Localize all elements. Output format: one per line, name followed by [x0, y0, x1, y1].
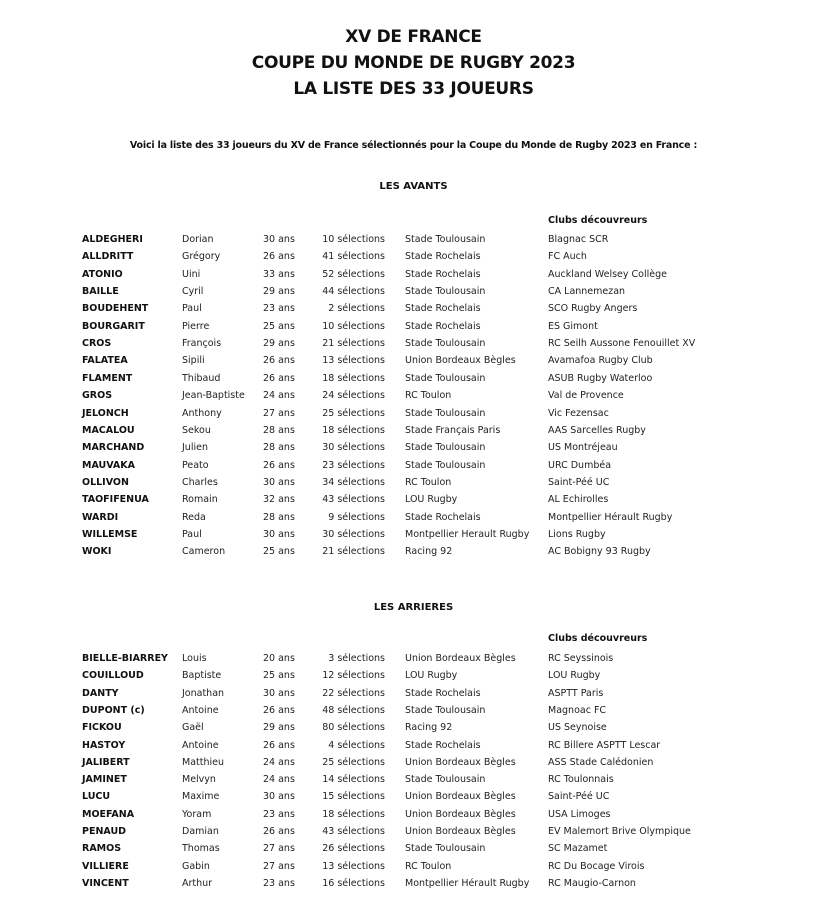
- player-age: 26 ans: [263, 251, 295, 263]
- player-club: Stade Toulousain: [405, 704, 486, 716]
- player-first-name: Louis: [182, 653, 207, 664]
- player-row: [0, 338, 827, 355]
- player-age: 29 ans: [263, 338, 295, 350]
- player-last-name: TAOFIFENUA: [82, 494, 149, 506]
- player-club: Union Bordeaux Bègles: [405, 826, 516, 837]
- player-caps: 26 sélections: [322, 843, 385, 855]
- player-caps: 24 sélections: [322, 390, 385, 402]
- player-row: [0, 373, 827, 390]
- player-row: [0, 740, 827, 757]
- player-last-name: JELONCH: [82, 407, 129, 419]
- player-last-name: FICKOU: [82, 722, 122, 734]
- intro-text: Voici la liste des 33 joueurs du XV de France sélectionnés pour la Coupe du Monde de Rugby 2023 en France :: [129, 140, 698, 151]
- player-club: RC Toulon: [405, 476, 452, 488]
- player-caps: 34 sélections: [322, 476, 385, 488]
- player-caps: 2 sélections: [328, 303, 385, 315]
- player-origin-club: RC Seyssinois: [548, 653, 614, 664]
- player-first-name: Paul: [182, 528, 202, 540]
- player-row: [0, 442, 827, 459]
- player-caps: 30 sélections: [322, 442, 385, 454]
- player-row: [0, 722, 827, 739]
- player-age: 28 ans: [263, 442, 295, 454]
- player-last-name: BOUDEHENT: [82, 303, 149, 315]
- player-first-name: Gabin: [182, 860, 210, 872]
- player-origin-club: CA Lannemezan: [548, 286, 626, 298]
- player-first-name: Julien: [182, 442, 208, 454]
- player-club: Stade Toulousain: [405, 338, 486, 350]
- player-last-name: VINCENT: [82, 877, 129, 889]
- player-origin-club: US Montréjeau: [548, 442, 618, 454]
- player-caps: 25 sélections: [322, 756, 385, 768]
- player-club: Stade Toulousain: [405, 774, 486, 786]
- player-last-name: DANTY: [82, 687, 119, 699]
- player-origin-club: RC Maugio-Carnon: [548, 877, 636, 889]
- player-last-name: CROS: [82, 338, 112, 350]
- player-first-name: Damian: [182, 826, 219, 837]
- player-first-name: Anthony: [182, 407, 222, 419]
- player-caps: 12 sélections: [322, 670, 385, 682]
- player-age: 26 ans: [263, 739, 295, 751]
- section-title: LES AVANTS: [379, 181, 448, 192]
- player-caps: 16 sélections: [322, 877, 385, 889]
- player-first-name: Maxime: [182, 791, 220, 803]
- player-caps: 15 sélections: [322, 791, 385, 803]
- player-origin-club: Lions Rugby: [548, 528, 606, 540]
- player-age: 30 ans: [263, 234, 295, 245]
- player-club: LOU Rugby: [405, 670, 458, 682]
- player-row: [0, 269, 827, 286]
- player-caps: 18 sélections: [322, 808, 385, 820]
- player-row: [0, 791, 827, 808]
- player-caps: 52 sélections: [322, 268, 385, 280]
- title-line-3: LA LISTE DES 33 JOUEURS: [293, 79, 534, 99]
- player-first-name: Peato: [182, 459, 209, 471]
- player-last-name: PENAUD: [82, 826, 127, 837]
- player-age: 29 ans: [263, 286, 295, 298]
- player-club: Stade Toulousain: [405, 372, 486, 384]
- player-age: 26 ans: [263, 459, 295, 471]
- player-age: 27 ans: [263, 860, 295, 872]
- player-origin-club: ASUB Rugby Waterloo: [548, 372, 653, 384]
- player-row: [0, 826, 827, 843]
- player-age: 32 ans: [263, 494, 295, 506]
- player-row: [0, 303, 827, 320]
- player-row: [0, 809, 827, 826]
- player-row: [0, 477, 827, 494]
- player-caps: 21 sélections: [322, 338, 385, 350]
- player-origin-club: AC Bobigny 93 Rugby: [548, 546, 651, 558]
- player-last-name: FLAMENT: [82, 372, 133, 384]
- player-club: Stade Toulousain: [405, 442, 486, 454]
- player-club: Stade Toulousain: [405, 286, 486, 298]
- player-last-name: DUPONT (c): [82, 704, 145, 716]
- player-first-name: Uini: [182, 268, 201, 280]
- player-club: Stade Toulousain: [405, 843, 486, 855]
- player-origin-club: RC Du Bocage Virois: [548, 860, 645, 872]
- player-first-name: Arthur: [182, 877, 213, 889]
- player-caps: 43 sélections: [322, 826, 385, 837]
- player-club: Union Bordeaux Bègles: [405, 355, 516, 367]
- player-last-name: ATONIO: [82, 268, 123, 280]
- player-club: Racing 92: [405, 546, 453, 558]
- player-caps: 13 sélections: [322, 860, 385, 872]
- player-row: [0, 529, 827, 546]
- player-club: Stade Rochelais: [405, 268, 481, 280]
- player-last-name: COUILLOUD: [82, 670, 144, 682]
- player-row: [0, 688, 827, 705]
- player-last-name: VILLIERE: [82, 860, 129, 872]
- player-first-name: Dorian: [182, 234, 214, 245]
- player-first-name: Thomas: [182, 843, 220, 855]
- player-caps: 18 sélections: [322, 372, 385, 384]
- player-origin-club: AAS Sarcelles Rugby: [548, 424, 646, 436]
- player-club: Union Bordeaux Bègles: [405, 756, 516, 768]
- player-last-name: WOKI: [82, 546, 112, 558]
- player-origin-club: FC Auch: [548, 251, 587, 263]
- player-origin-club: Blagnac SCR: [548, 234, 609, 245]
- player-origin-club: ASS Stade Calédonien: [548, 756, 654, 768]
- player-caps: 23 sélections: [322, 459, 385, 471]
- player-age: 24 ans: [263, 756, 295, 768]
- player-last-name: JALIBERT: [82, 756, 130, 768]
- player-row: [0, 774, 827, 791]
- player-club: Stade Rochelais: [405, 687, 481, 699]
- player-caps: 41 sélections: [322, 251, 385, 263]
- player-age: 27 ans: [263, 407, 295, 419]
- player-last-name: MARCHAND: [82, 442, 145, 454]
- player-caps: 14 sélections: [322, 774, 385, 786]
- player-first-name: François: [182, 338, 222, 350]
- player-origin-club: AL Echirolles: [548, 494, 609, 506]
- player-first-name: Thibaud: [182, 372, 221, 384]
- player-caps: 10 sélections: [322, 234, 385, 245]
- player-row: [0, 251, 827, 268]
- player-last-name: WILLEMSE: [82, 528, 138, 540]
- player-caps: 21 sélections: [322, 546, 385, 558]
- clubs-column-header: Clubs découvreurs: [548, 215, 648, 226]
- player-row: [0, 546, 827, 563]
- player-caps: 9 sélections: [328, 511, 385, 523]
- player-first-name: Matthieu: [182, 756, 224, 768]
- player-first-name: Jonathan: [182, 687, 225, 699]
- player-club: Stade Rochelais: [405, 511, 481, 523]
- player-first-name: Antoine: [182, 739, 219, 751]
- title-line-1: XV DE FRANCE: [345, 27, 482, 47]
- player-age: 29 ans: [263, 722, 295, 734]
- player-row: [0, 653, 827, 670]
- player-origin-club: RC Seilh Aussone Fenouillet XV: [548, 338, 696, 350]
- player-origin-club: Avamafoa Rugby Club: [548, 355, 653, 367]
- player-first-name: Cyril: [182, 286, 204, 298]
- player-origin-club: Montpellier Hérault Rugby: [548, 511, 673, 523]
- player-row: [0, 234, 827, 251]
- player-row: [0, 286, 827, 303]
- player-origin-club: SC Mazamet: [548, 843, 608, 855]
- player-club: Montpellier Hérault Rugby: [405, 877, 530, 889]
- player-age: 28 ans: [263, 511, 295, 523]
- player-last-name: ALLDRITT: [82, 251, 134, 263]
- player-age: 26 ans: [263, 826, 295, 837]
- player-age: 23 ans: [263, 877, 295, 889]
- player-row: [0, 757, 827, 774]
- player-age: 30 ans: [263, 528, 295, 540]
- player-origin-club: Saint-Péé UC: [548, 476, 610, 488]
- player-club: Union Bordeaux Bègles: [405, 791, 516, 803]
- player-club: Stade Rochelais: [405, 303, 481, 315]
- section-title: LES ARRIERES: [373, 602, 454, 613]
- player-age: 23 ans: [263, 303, 295, 315]
- player-first-name: Gaël: [182, 722, 204, 734]
- player-row: [0, 494, 827, 511]
- player-age: 26 ans: [263, 355, 295, 367]
- player-origin-club: Saint-Péé UC: [548, 791, 610, 803]
- player-club: Stade Rochelais: [405, 739, 481, 751]
- player-origin-club: EV Malemort Brive Olympique: [548, 826, 691, 837]
- player-age: 26 ans: [263, 704, 295, 716]
- player-club: Stade Toulousain: [405, 459, 486, 471]
- player-club: Racing 92: [405, 722, 453, 734]
- player-caps: 18 sélections: [322, 424, 385, 436]
- player-club: Stade Toulousain: [405, 407, 486, 419]
- title-line-2: COUPE DU MONDE DE RUGBY 2023: [251, 53, 576, 73]
- player-club: Stade Rochelais: [405, 251, 481, 263]
- player-age: 30 ans: [263, 476, 295, 488]
- player-last-name: JAMINET: [82, 774, 127, 786]
- player-age: 25 ans: [263, 320, 295, 332]
- player-club: Union Bordeaux Bègles: [405, 808, 516, 820]
- player-last-name: BIELLE-BIARREY: [82, 653, 168, 664]
- player-caps: 80 sélections: [322, 722, 385, 734]
- player-caps: 10 sélections: [322, 320, 385, 332]
- player-club: Stade Rochelais: [405, 320, 481, 332]
- player-row: [0, 408, 827, 425]
- player-caps: 30 sélections: [322, 528, 385, 540]
- player-row: [0, 425, 827, 442]
- player-origin-club: SCO Rugby Angers: [548, 303, 638, 315]
- player-last-name: HASTOY: [82, 739, 126, 751]
- player-first-name: Sipili: [182, 355, 205, 367]
- player-origin-club: ES Gimont: [548, 320, 598, 332]
- player-last-name: ALDEGHERI: [82, 234, 143, 245]
- player-club: Montpellier Herault Rugby: [405, 528, 530, 540]
- player-first-name: Jean-Baptiste: [182, 390, 245, 402]
- player-first-name: Reda: [182, 511, 206, 523]
- player-row: [0, 843, 827, 860]
- player-club: Stade Toulousain: [405, 234, 486, 245]
- player-club: LOU Rugby: [405, 494, 458, 506]
- player-row: [0, 861, 827, 878]
- player-last-name: MOEFANA: [82, 808, 135, 820]
- player-age: 26 ans: [263, 372, 295, 384]
- player-row: [0, 512, 827, 529]
- player-age: 25 ans: [263, 546, 295, 558]
- player-first-name: Melvyn: [182, 774, 216, 786]
- player-age: 33 ans: [263, 268, 295, 280]
- player-last-name: GROS: [82, 390, 113, 402]
- player-row: [0, 460, 827, 477]
- player-age: 24 ans: [263, 774, 295, 786]
- player-last-name: MACALOU: [82, 424, 135, 436]
- player-last-name: FALATEA: [82, 355, 128, 367]
- player-caps: 22 sélections: [322, 687, 385, 699]
- player-last-name: MAUVAKA: [82, 459, 136, 471]
- player-origin-club: RC Toulonnais: [548, 774, 614, 786]
- player-last-name: BAILLE: [82, 286, 119, 298]
- player-caps: 25 sélections: [322, 407, 385, 419]
- player-first-name: Charles: [182, 476, 218, 488]
- player-first-name: Grégory: [182, 251, 221, 263]
- player-origin-club: ASPTT Paris: [548, 687, 604, 699]
- player-age: 28 ans: [263, 424, 295, 436]
- clubs-column-header: Clubs découvreurs: [548, 633, 648, 644]
- player-row: [0, 390, 827, 407]
- player-first-name: Romain: [182, 494, 218, 506]
- player-row: [0, 321, 827, 338]
- player-last-name: RAMOS: [82, 843, 122, 855]
- player-age: 23 ans: [263, 808, 295, 820]
- player-last-name: BOURGARIT: [82, 320, 145, 332]
- player-caps: 43 sélections: [322, 494, 385, 506]
- player-first-name: Pierre: [182, 320, 210, 332]
- player-age: 25 ans: [263, 670, 295, 682]
- player-age: 27 ans: [263, 843, 295, 855]
- player-caps: 13 sélections: [322, 355, 385, 367]
- player-first-name: Antoine: [182, 704, 219, 716]
- player-row: [0, 878, 827, 895]
- player-club: Stade Français Paris: [405, 424, 501, 436]
- player-row: [0, 670, 827, 687]
- player-origin-club: LOU Rugby: [548, 670, 601, 682]
- player-caps: 44 sélections: [322, 286, 385, 298]
- player-age: 30 ans: [263, 791, 295, 803]
- player-first-name: Yoram: [182, 808, 212, 820]
- player-first-name: Baptiste: [182, 670, 222, 682]
- player-club: RC Toulon: [405, 860, 452, 872]
- player-caps: 48 sélections: [322, 704, 385, 716]
- player-caps: 4 sélections: [328, 739, 385, 751]
- player-origin-club: Val de Provence: [548, 390, 624, 402]
- player-first-name: Sekou: [182, 424, 211, 436]
- player-origin-club: US Seynoise: [548, 722, 607, 734]
- player-origin-club: URC Dumbéa: [548, 459, 612, 471]
- player-last-name: LUCU: [82, 791, 111, 803]
- player-origin-club: Auckland Welsey Collège: [548, 268, 667, 280]
- player-first-name: Paul: [182, 303, 202, 315]
- player-last-name: OLLIVON: [82, 476, 129, 488]
- player-age: 24 ans: [263, 390, 295, 402]
- player-origin-club: RC Billere ASPTT Lescar: [548, 739, 661, 751]
- player-row: [0, 705, 827, 722]
- player-first-name: Cameron: [182, 546, 226, 558]
- player-caps: 3 sélections: [328, 653, 385, 664]
- player-row: [0, 355, 827, 372]
- player-origin-club: Vic Fezensac: [548, 407, 609, 419]
- player-age: 30 ans: [263, 687, 295, 699]
- player-club: Union Bordeaux Bègles: [405, 653, 516, 664]
- player-age: 20 ans: [263, 653, 295, 664]
- player-origin-club: Magnoac FC: [548, 704, 607, 716]
- player-club: RC Toulon: [405, 390, 452, 402]
- player-last-name: WARDI: [82, 511, 119, 523]
- player-origin-club: USA Limoges: [548, 808, 611, 820]
